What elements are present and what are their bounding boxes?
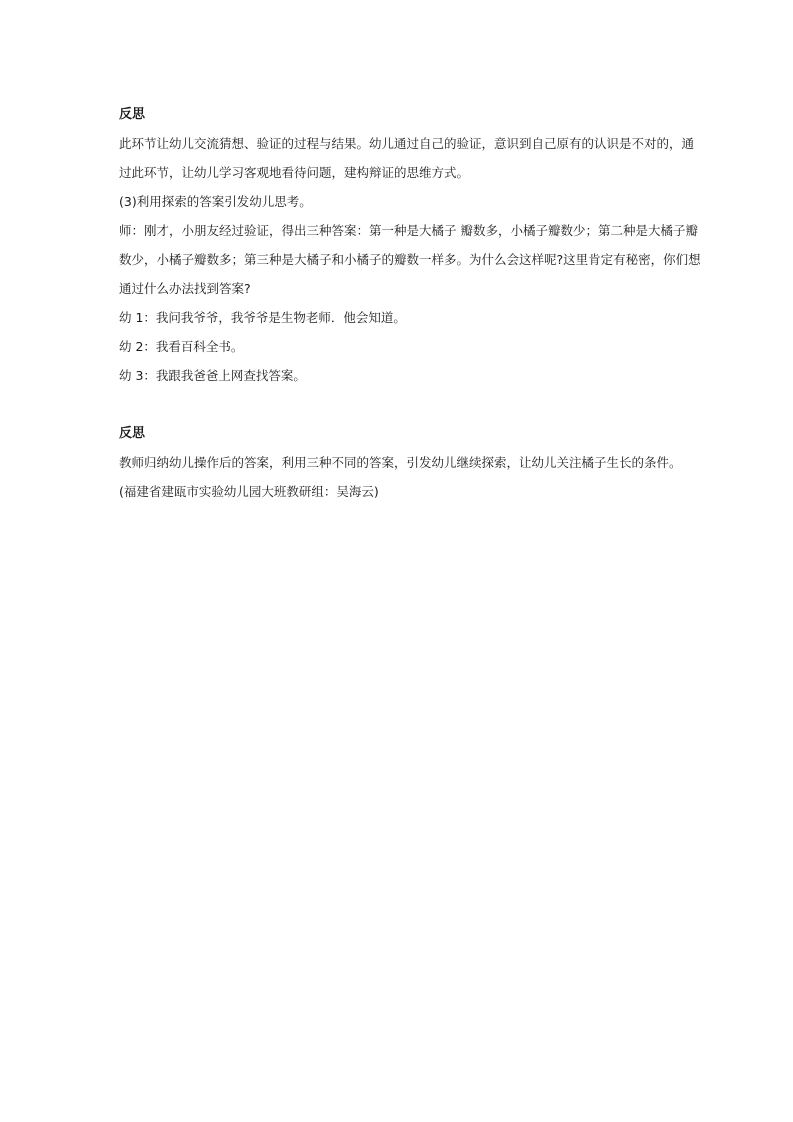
reflection-text-line-2: 过此环节，让幼儿学习客观地看待问题，建构辩证的思维方式。 — [119, 165, 470, 180]
attribution-line: (福建省建瓯市实验幼儿园大班教研组：吴海云) — [119, 484, 379, 499]
reflection-heading-1: 反思 — [119, 107, 146, 122]
child-answer-2: 幼 2：我看百科全书。 — [119, 339, 244, 354]
paragraph-spacer — [119, 390, 684, 419]
teacher-line-2: 数少，小橘子瓣数多；第三种是大橘子和小橘子的瓣数一样多。为什么会这样呢?这里肯定有秘密，你们想 — [119, 252, 701, 267]
child-answer-3: 幼 3：我跟我爸爸上网查找答案。 — [119, 368, 306, 383]
reflection-summary-line: 教师归纳幼儿操作后的答案，利用三种不同的答案，引发幼儿继续探索，让幼儿关注橘子生长的条件。 — [119, 455, 682, 470]
document-body — [119, 100, 701, 506]
teacher-line-3: 通过什么办法找到答案? — [119, 281, 251, 296]
reflection-text-line-1: 此环节让幼儿交流猜想、验证的过程与结果。幼儿通过自己的验证，意识到自己原有的认识是不对的，通 — [119, 136, 695, 151]
teacher-line-1: 师：刚才，小朋友经过验证，得出三种答案：第一种是大橘子 瓣数多，小橘子瓣数少；第二种是大橘子瓣 — [119, 223, 698, 238]
reflection-heading-2: 反思 — [119, 426, 146, 441]
step-title: (3)利用探索的答案引发幼儿思考。 — [119, 194, 312, 209]
child-answer-1: 幼 1：我问我爷爷，我爷爷是生物老师．他会知道。 — [119, 310, 406, 325]
